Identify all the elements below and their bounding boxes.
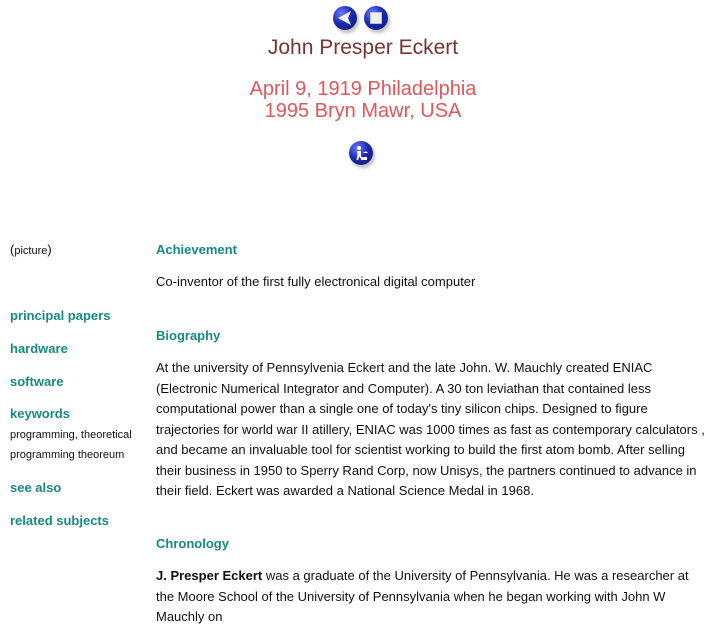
keyword-link[interactable]: programming, theoretical (10, 429, 132, 441)
home-button[interactable] (364, 6, 388, 30)
sidebar-link-principal-papers[interactable]: principal papers (10, 308, 111, 323)
sidebar-link-hardware[interactable]: hardware (10, 341, 68, 356)
achievement-text: Co-inventor of the first fully electronical digital computer (156, 274, 476, 289)
page-title: John Presper Eckert (267, 36, 459, 59)
back-arrow-icon (333, 6, 357, 30)
person-button[interactable] (349, 141, 373, 165)
chronology-name: J. Presper Eckert (156, 568, 263, 583)
sidebar-link-see-also[interactable]: see also (10, 480, 62, 495)
picture-link[interactable]: picture (14, 245, 48, 257)
biography-heading: Biography (156, 328, 221, 343)
death-info: 1995 Bryn Mawr, USA (264, 100, 462, 122)
biography-text: At the university of Pennsylvenia Eckert and the late John. W. Mauchly created ENIAC (Electronic Numerical Integrator and Computer). A 30 ton leviathan that contained less computational power than a single one of today's tiny silicon chips. Designed to figure trajectories for world war II atillery, ENIAC was 1000 times as fast as contemporary calculators , and became an invaluable tool for scientist working to build the first atom bomb. After selling their business in 1950 to Sperry Rand Corp, now Unisys, the partners continued to advance in their field. Eckert was awarded a National Science Medal in 1968. (156, 360, 705, 498)
sidebar-link-keywords[interactable]: keywords (10, 406, 70, 421)
chronology-text: J. Presper Eckert was a graduate of the University of Pennsylvania. He was a researcher at the Moore School of the University of Pennsylvania when he began working with John W Mauchly on (156, 568, 689, 624)
biography-person-icon (349, 141, 373, 165)
keyword-link[interactable]: programming theoreum (10, 449, 125, 461)
sidebar-link-software[interactable]: software (10, 374, 64, 389)
sidebar-link-related-subjects[interactable]: related subjects (10, 513, 109, 528)
picture-link-wrapper: (picture) (10, 242, 52, 257)
achievement-heading: Achievement (156, 242, 237, 257)
chronology-heading: Chronology (156, 536, 229, 551)
back-button[interactable] (333, 6, 357, 30)
life-dates (0, 78, 707, 122)
birth-info: April 9, 1919 Philadelphia (249, 78, 477, 100)
square-stop-icon (364, 6, 388, 30)
